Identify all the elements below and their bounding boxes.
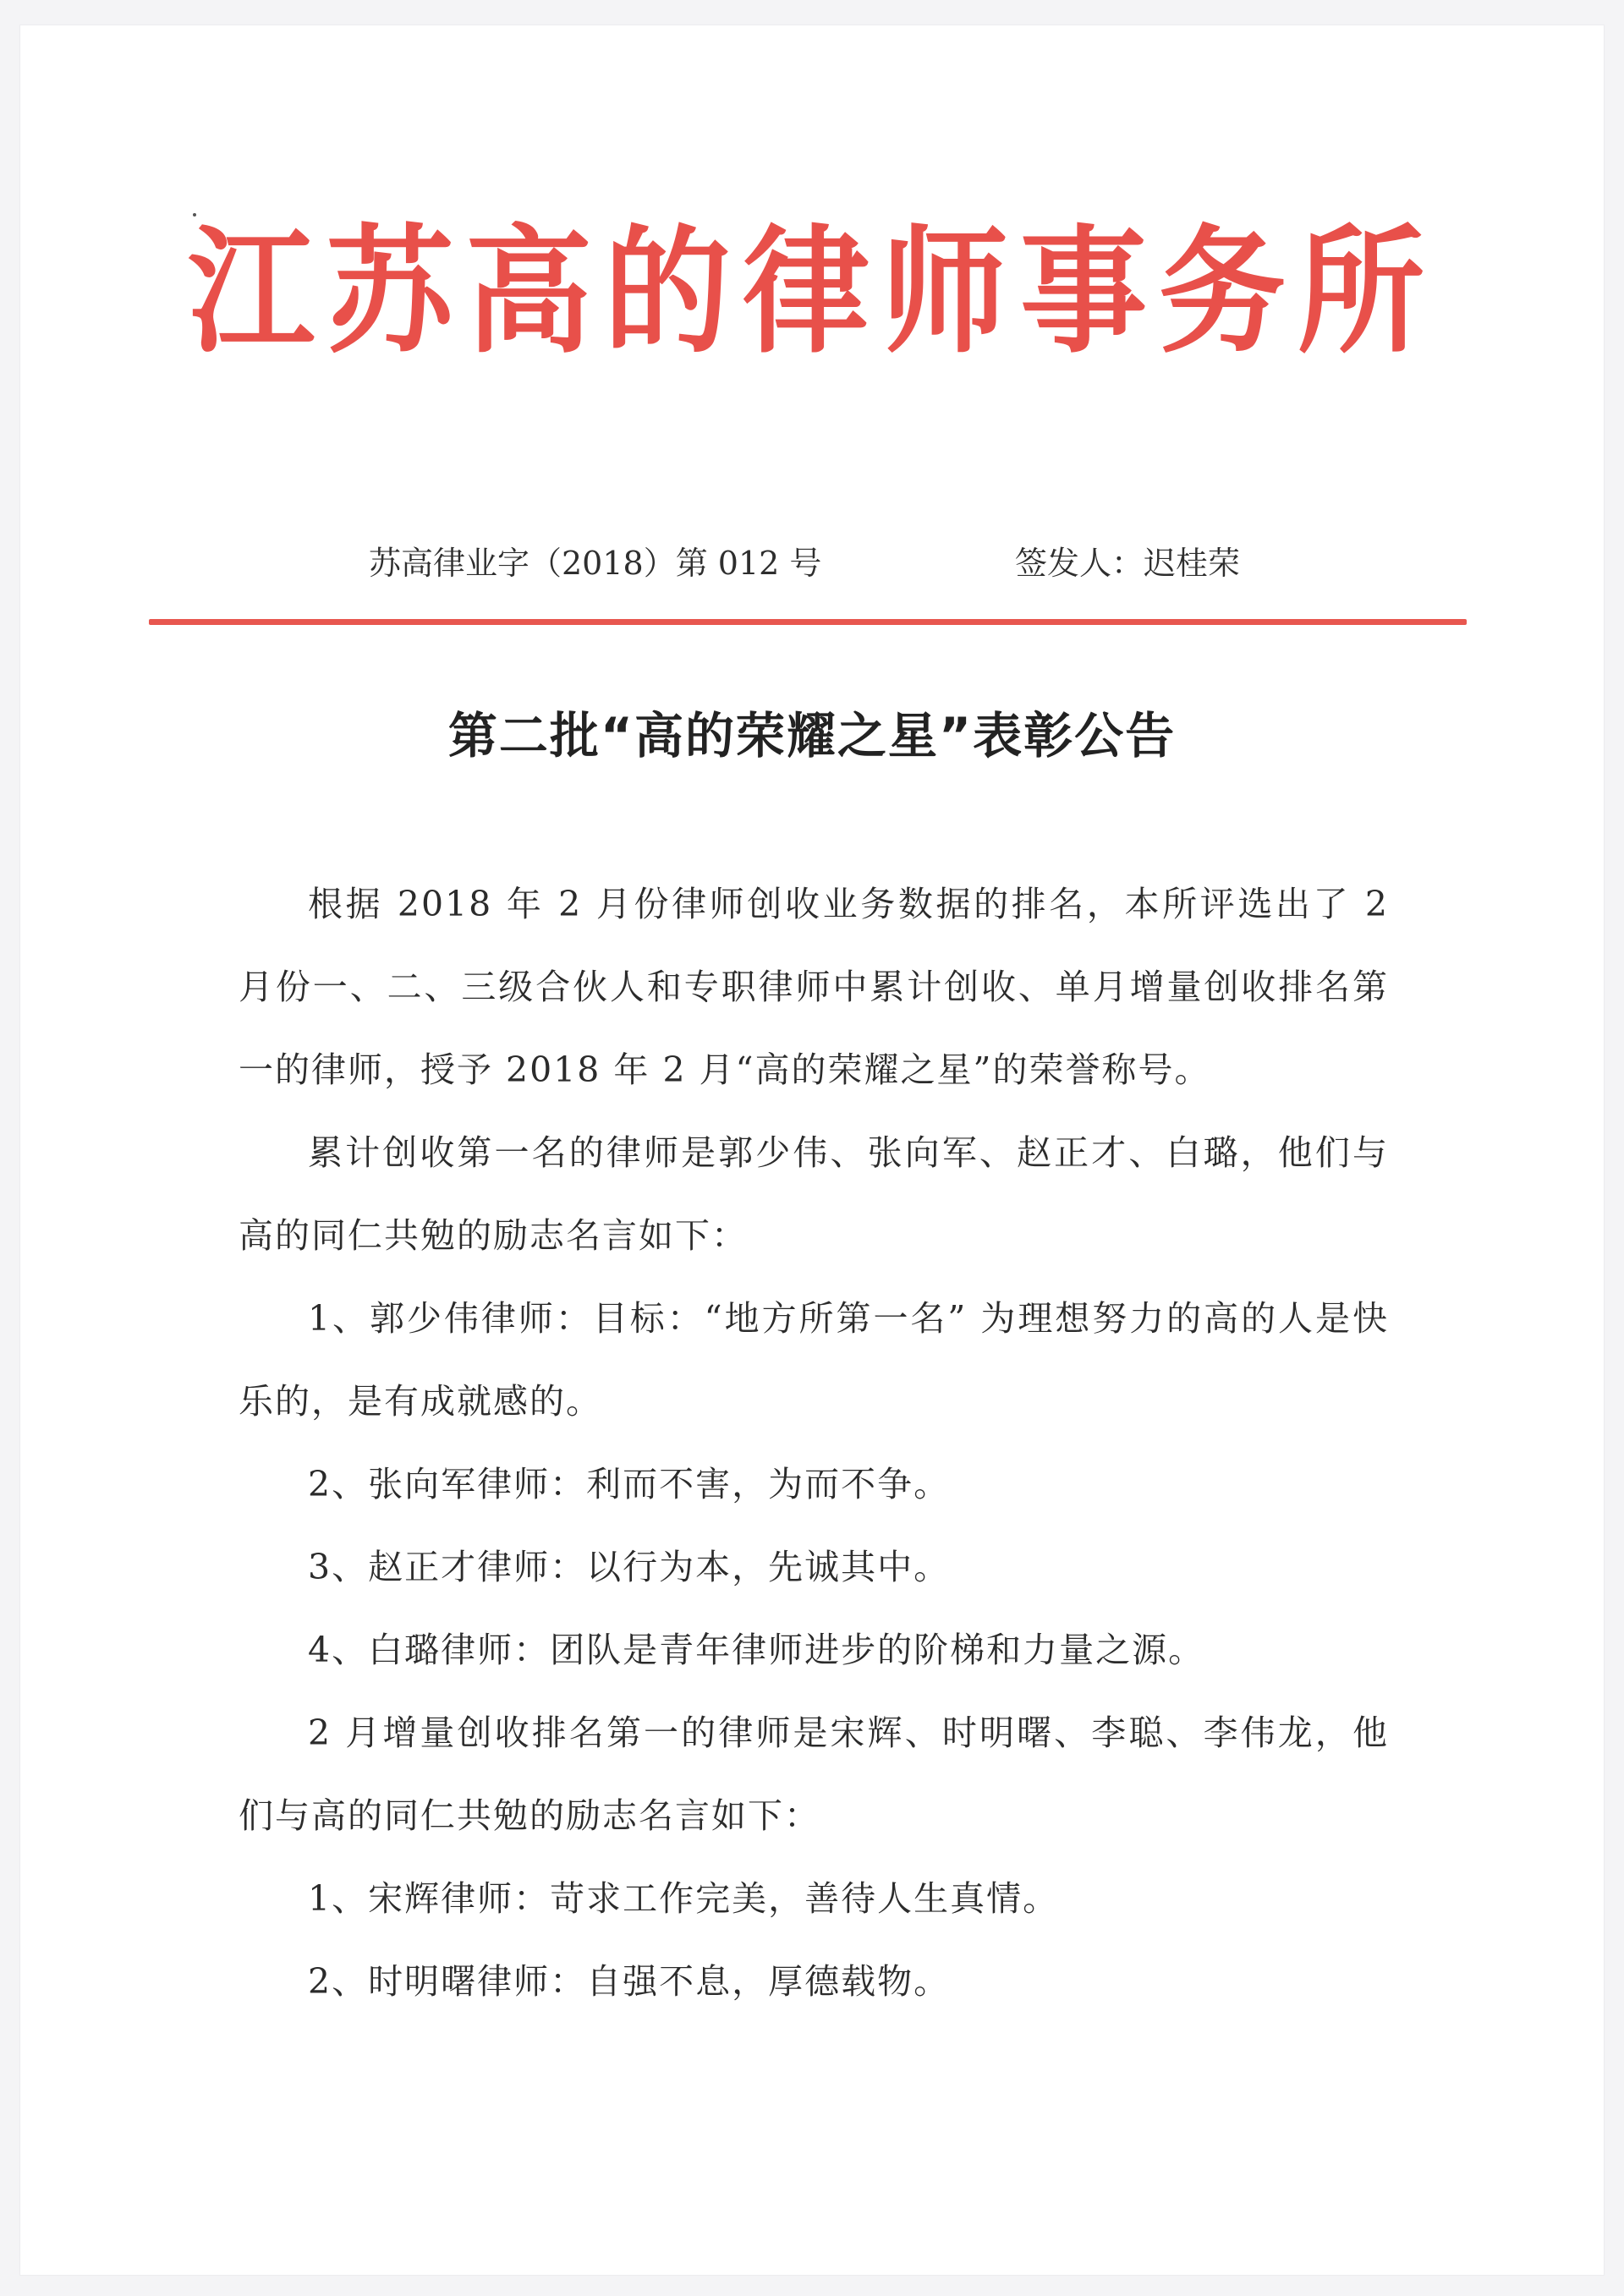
letterhead-title: 江苏高的律师事务所 [187,211,1436,373]
paragraph: 1、宋辉律师：苛求工作完美，善待人生真情。 [308,1878,1060,1919]
announcement-title: 第二批“高的荣耀之星”表彰公告 [447,707,1177,764]
paragraph: 3、赵正才律师：以行为本，先诚其中。 [308,1547,951,1587]
document-number: 苏高律业字（2018）第 012 号 [369,545,822,582]
announcement-body [239,863,1389,2023]
paragraph: 1、郭少伟律师：目标：“地方所第一名” 为理想努力的高的人是快乐的，是有成就感的。 [239,1298,1389,1422]
paragraph: 2 月增量创收排名第一的律师是宋辉、时明曙、李聪、李伟龙，他们与高的同仁共勉的励志名言如下： [239,1712,1389,1836]
paragraph: 2、张向军律师：利而不害，为而不争。 [308,1464,951,1504]
red-divider [149,619,1467,625]
paragraph: 4、白璐律师：团队是青年律师进步的阶梯和力量之源。 [308,1630,1205,1670]
paragraph: 根据 2018 年 2 月份律师创收业务数据的排名，本所评选出了 2 月份一、二、三级合伙人和专职律师中累计创收、单月增量创收排名第一的律师，授予 2018 年 2 月“高的荣耀之星”的荣誉称号。 [239,884,1389,1090]
paragraph: 2、时明曙律师：自强不息，厚德载物。 [308,1961,951,2002]
paragraph: 累计创收第一名的律师是郭少伟、张向军、赵正才、白璐，他们与高的同仁共勉的励志名言如下： [239,1132,1389,1256]
signer: 签发人：迟桂荣 [1015,545,1241,582]
